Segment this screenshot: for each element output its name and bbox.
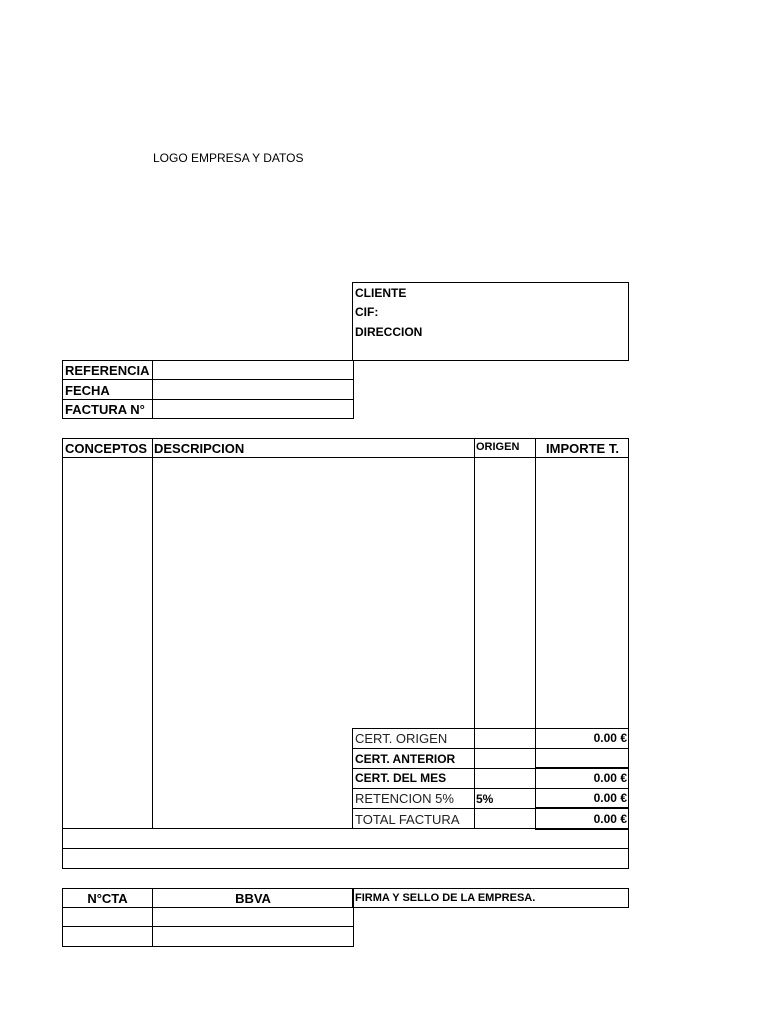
address-label: DIRECCION: [355, 325, 423, 339]
ncta-label: N°CTA: [87, 891, 128, 906]
bank-name: BBVA: [235, 891, 271, 906]
referencia-value[interactable]: [153, 361, 353, 379]
fecha-label: FECHA: [65, 383, 110, 398]
logo-placeholder: LOGO EMPRESA Y DATOS: [153, 151, 304, 165]
bank-value-1[interactable]: [153, 908, 353, 926]
cert-origen-label: CERT. ORIGEN: [355, 731, 448, 746]
conceptos-cell[interactable]: [63, 458, 152, 828]
retencion-percent: 5%: [476, 792, 494, 806]
column-header-importe: IMPORTE T.: [546, 441, 619, 456]
retencion-value: 0.00 €: [593, 791, 627, 805]
ncta-value-2[interactable]: [63, 927, 152, 946]
cert-anterior-label: CERT. ANTERIOR: [355, 752, 456, 766]
origen-cell[interactable]: [475, 458, 535, 728]
descripcion-cell[interactable]: [153, 458, 474, 728]
factura-value[interactable]: [153, 400, 353, 418]
cert-origen-value: 0.00 €: [593, 731, 627, 745]
signature-label: FIRMA Y SELLO DE LA EMPRESA.: [355, 892, 536, 904]
cert-mes-label: CERT. DEL MES: [355, 771, 447, 785]
referencia-label: REFERENCIA: [65, 363, 150, 378]
factura-label: FACTURA N°: [65, 402, 145, 417]
bank-value-2[interactable]: [153, 927, 353, 946]
column-header-conceptos: CONCEPTOS: [65, 441, 148, 456]
client-label: CLIENTE: [355, 286, 407, 300]
retencion-label: RETENCION 5%: [355, 791, 454, 806]
cert-mes-value: 0.00 €: [593, 771, 627, 785]
importe-cell[interactable]: [536, 458, 628, 728]
ncta-value-1[interactable]: [63, 908, 152, 926]
column-header-descripcion: DESCRIPCION: [154, 441, 245, 456]
total-factura-label: TOTAL FACTURA: [355, 812, 460, 827]
total-factura-value: 0.00 €: [593, 812, 627, 826]
column-header-origen: ORIGEN: [476, 441, 520, 453]
cif-label: CIF:: [355, 305, 379, 319]
fecha-value[interactable]: [153, 380, 353, 399]
